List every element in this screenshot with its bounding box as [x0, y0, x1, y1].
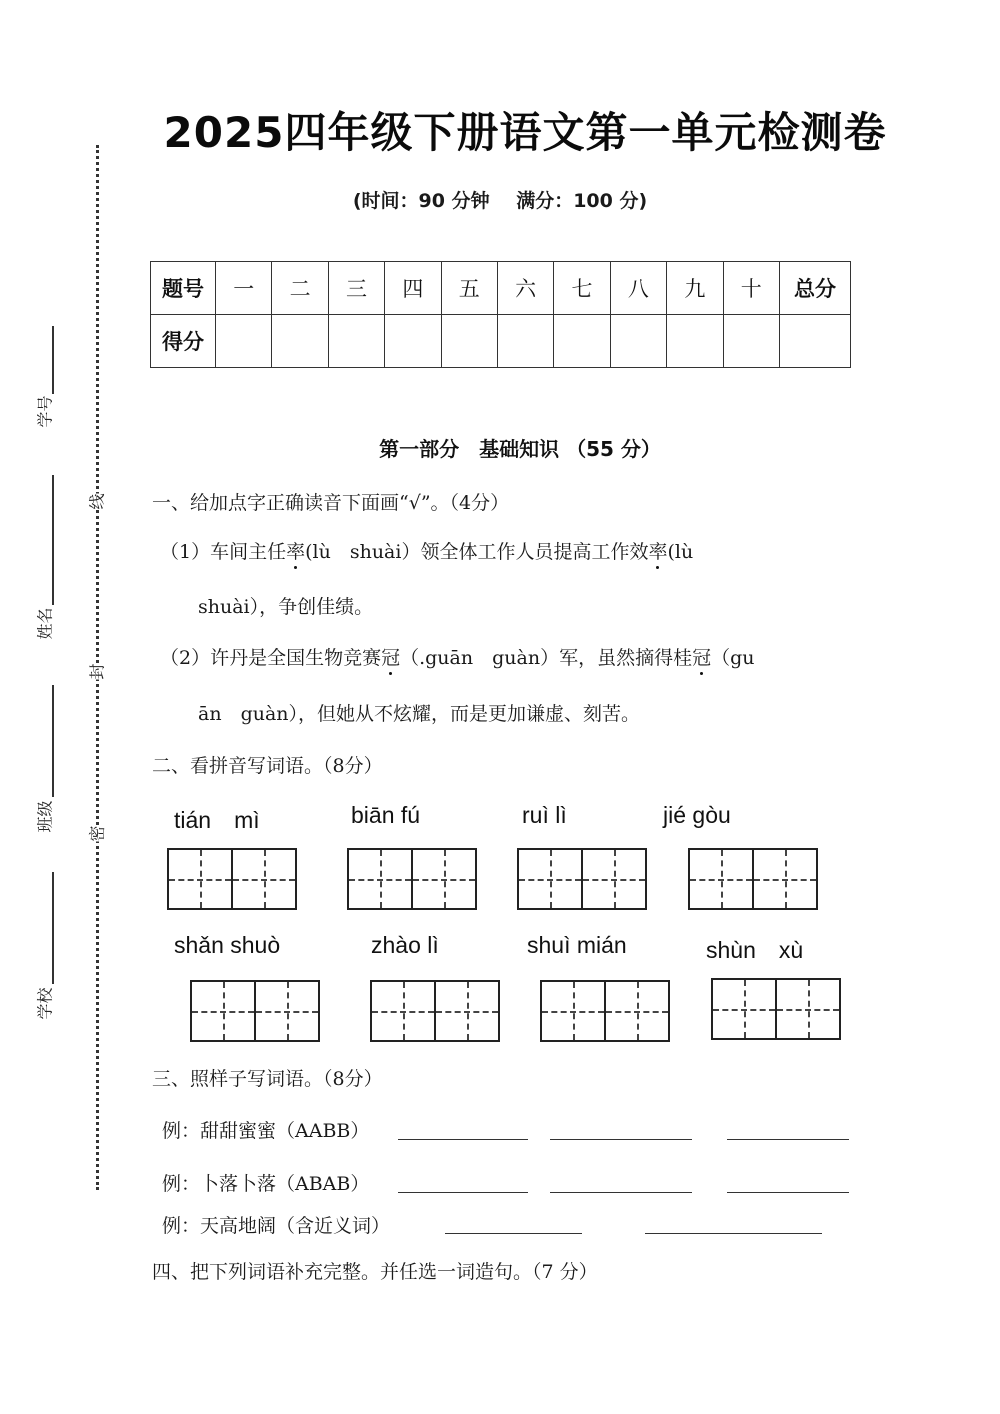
- col-7: 七: [554, 262, 610, 315]
- score-cell[interactable]: [554, 315, 610, 368]
- pinyin-4: jié gòu: [663, 802, 731, 828]
- seal-mark-xian: 线: [83, 493, 110, 509]
- name-line[interactable]: [52, 475, 54, 605]
- time-limit: (时间：90 分钟: [352, 190, 490, 212]
- writing-grid[interactable]: [190, 980, 320, 1042]
- part1-heading: 第一部分 基础知识 （55 分）: [379, 437, 661, 461]
- writing-grid[interactable]: [688, 848, 818, 910]
- row-label-question: 题号: [151, 262, 216, 315]
- q1-item1-line1: [160, 537, 693, 564]
- q3-title: 三、照样子写词语。（8分）: [152, 1068, 383, 1090]
- pinyin-2: biān fú: [351, 802, 421, 828]
- q1-item2-text-a: （2）许丹是全国生物竞赛: [160, 647, 382, 669]
- col-6: 六: [497, 262, 553, 315]
- col-2: 二: [272, 262, 328, 315]
- score-cell[interactable]: [328, 315, 384, 368]
- score-cell[interactable]: [497, 315, 553, 368]
- writing-grid[interactable]: [540, 980, 670, 1042]
- col-3: 三: [328, 262, 384, 315]
- pinyin-1: tián mì: [174, 807, 260, 833]
- pinyin-6: zhào lì: [371, 932, 439, 958]
- q1-item1-line2: shuài），争创佳绩。: [198, 596, 374, 618]
- score-cell[interactable]: [272, 315, 328, 368]
- exam-info: [0, 186, 1000, 213]
- score-cell-total[interactable]: [780, 315, 851, 368]
- school-line[interactable]: [52, 872, 54, 984]
- question-number-row: [151, 262, 851, 315]
- q1-item2-text-c: （gu: [711, 647, 755, 669]
- q1-item2-line1: [160, 643, 755, 670]
- q3-example-1: 例：甜甜蜜蜜（AABB）: [162, 1120, 370, 1142]
- seal-mark-mi: 密: [83, 825, 110, 841]
- col-5: 五: [441, 262, 497, 315]
- score-table: [150, 261, 851, 368]
- q1-item1-text-b: (lù shuài）领全体工作人员提高工作效: [305, 541, 649, 563]
- student-id-line[interactable]: [52, 326, 54, 394]
- q1-title: 一、给加点字正确读音下面画“√”。（4分）: [152, 492, 510, 514]
- dotted-char: 率: [648, 541, 668, 563]
- answer-blank[interactable]: [645, 1232, 822, 1234]
- score-cell[interactable]: [385, 315, 441, 368]
- writing-grid[interactable]: [347, 848, 477, 910]
- q4-title: 四、把下列词语补充完整。并任选一词造句。（7 分）: [152, 1261, 598, 1283]
- score-cell[interactable]: [441, 315, 497, 368]
- answer-blank[interactable]: [727, 1138, 849, 1140]
- score-cell[interactable]: [723, 315, 779, 368]
- pinyin-7: shuì mián: [527, 932, 627, 958]
- q1-item2-line2: ān guàn），但她从不炫耀，而是更加谦虚、刻苦。: [198, 703, 641, 725]
- score-cell[interactable]: [216, 315, 272, 368]
- q2-title: 二、看拼音写词语。（8分）: [152, 755, 383, 777]
- answer-blank[interactable]: [550, 1138, 692, 1140]
- dotted-char: 冠: [692, 647, 712, 669]
- q1-item2-text-b: （.guān guàn）军，虽然摘得桂: [400, 647, 693, 669]
- writing-grid[interactable]: [370, 980, 500, 1042]
- dotted-char: 冠: [381, 647, 401, 669]
- name-label: 姓名: [35, 607, 55, 640]
- dotted-char: 率: [286, 541, 306, 563]
- q3-example-3: 例：天高地阔（含近义词）: [162, 1215, 391, 1237]
- writing-grid[interactable]: [167, 848, 297, 910]
- class-line[interactable]: [52, 685, 54, 797]
- col-1: 一: [216, 262, 272, 315]
- q3-example-2: 例：卜落卜落（ABAB）: [162, 1173, 370, 1195]
- row-label-score: 得分: [151, 315, 216, 368]
- writing-grid[interactable]: [711, 978, 841, 1040]
- answer-blank[interactable]: [398, 1138, 528, 1140]
- col-4: 四: [385, 262, 441, 315]
- score-cell[interactable]: [610, 315, 666, 368]
- q1-item1-text-c: (lù: [667, 541, 694, 563]
- answer-blank[interactable]: [398, 1191, 528, 1193]
- school-label: 学校: [35, 987, 55, 1020]
- pinyin-8: shùn xù: [706, 937, 804, 963]
- student-id-label: 学号: [35, 395, 55, 428]
- full-score: 满分：100 分): [516, 190, 648, 212]
- pinyin-3: ruì lì: [522, 802, 567, 828]
- answer-blank[interactable]: [550, 1191, 692, 1193]
- col-8: 八: [610, 262, 666, 315]
- pinyin-5: shǎn shuò: [174, 932, 281, 958]
- score-row: [151, 315, 851, 368]
- score-cell[interactable]: [667, 315, 723, 368]
- writing-grid[interactable]: [517, 848, 647, 910]
- col-10: 十: [723, 262, 779, 315]
- col-total: 总分: [780, 262, 851, 315]
- page-title: 2025四年级下册语文第一单元检测卷: [163, 108, 887, 157]
- class-label: 班级: [35, 800, 55, 833]
- col-9: 九: [667, 262, 723, 315]
- answer-blank[interactable]: [445, 1232, 582, 1234]
- seal-mark-feng: 封: [83, 663, 110, 679]
- q1-item1-text-a: （1）车间主任: [160, 541, 287, 563]
- answer-blank[interactable]: [727, 1191, 849, 1193]
